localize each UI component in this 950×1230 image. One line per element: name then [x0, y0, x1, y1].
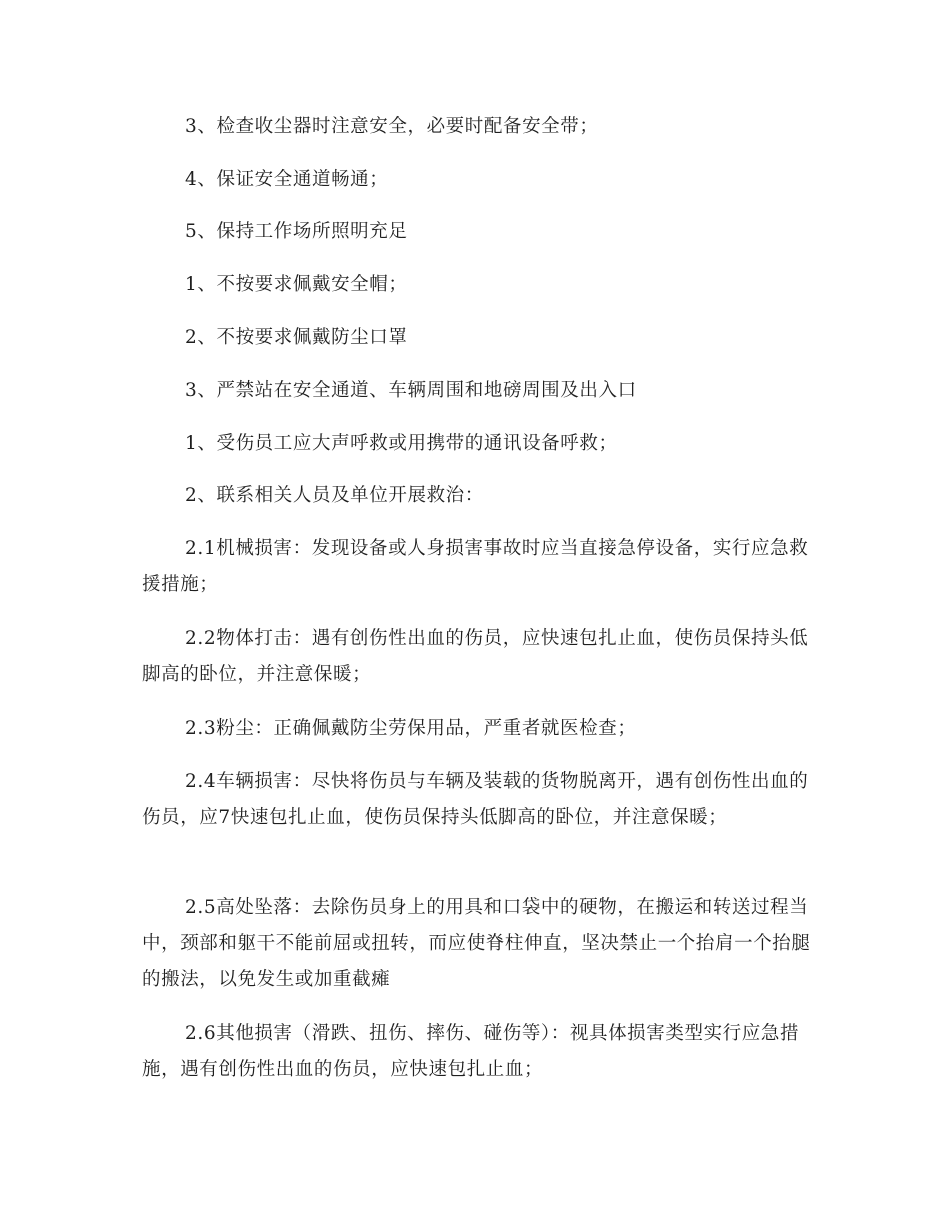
paragraph-5: 2、不按要求佩戴防尘口罩 [185, 327, 408, 348]
paragraph-1: 3、检查收尘器时注意安全，必要时配备安全带； [185, 116, 599, 137]
paragraph-9: 2.1机械损害：发现设备或人身损害事故时应当直接急停设备，实行应急救援措施； [142, 538, 809, 595]
paragraph-10: 2.2物体打击：遇有创伤性出血的伤员，应快速包扎止血，使伤员保持头低脚高的卧位，并注意保暖； [142, 628, 809, 685]
paragraph-2: 4、保证安全通道畅通； [185, 169, 389, 190]
paragraph-3: 5、保持工作场所照明充足 [185, 221, 408, 242]
paragraph-6: 3、严禁站在安全通道、车辆周围和地磅周围及出入口 [185, 380, 637, 401]
paragraph-14: 2.6其他损害（滑跌、扭伤、摔伤、碰伤等）：视具体损害类型实行应急措施，遇有创伤性出血的伤员，应快速包扎止血； [142, 1023, 800, 1080]
paragraph-12: 2.4车辆损害：尽快将伤员与车辆及装载的货物脱离开，遇有创伤性出血的伤员，应7快速包扎止血，使伤员保持头低脚高的卧位，并注意保暖； [142, 771, 809, 828]
paragraph-13: 2.5高处坠落：去除伤员身上的用具和口袋中的硬物，在搬运和转送过程当中，颈部和躯干不能前屈或扭转，而应使脊柱伸直，坚决禁止一个抬肩一个抬腿的搬法，以免发生或加重截瘫 [142, 897, 811, 990]
paragraph-8: 2、联系相关人员及单位开展救治： [185, 485, 484, 506]
paragraph-11: 2.3粉尘：正确佩戴防尘劳保用品，严重者就医检查； [185, 718, 637, 739]
paragraph-4: 1、不按要求佩戴安全帽； [185, 274, 408, 295]
paragraph-7: 1、受伤员工应大声呼救或用携带的通讯设备呼救； [185, 433, 618, 454]
